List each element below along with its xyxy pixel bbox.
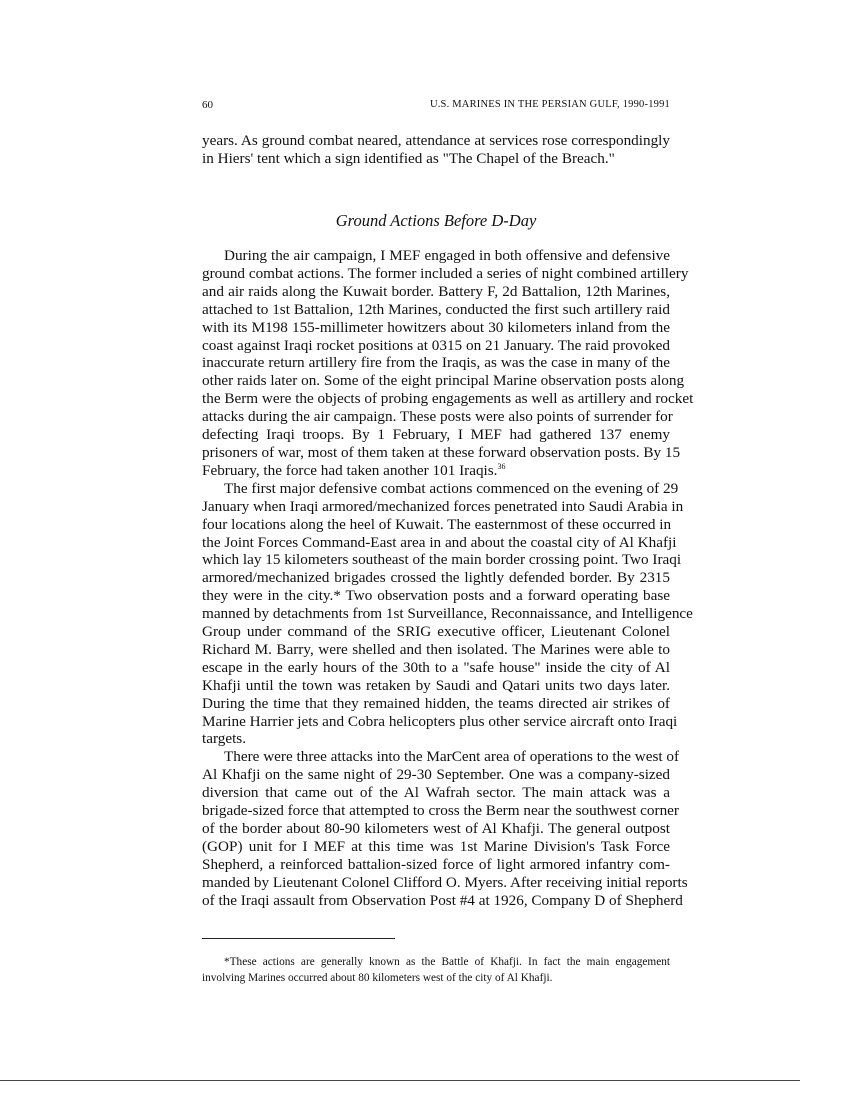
body-text	[202, 247, 694, 910]
section-heading: Ground Actions Before D-Day	[335, 211, 537, 230]
footnote-line: *These actions are generally known as the Battle of Khafji. In fact the main engagement	[224, 956, 670, 968]
text-line: There were three attacks into the MarCent area of operations to the west of	[224, 748, 680, 766]
text-line: of the Iraqi assault from Observation Post #4 at 1926, Company D of Shepherd	[202, 891, 683, 909]
text-line: ground combat actions. The former included a series of night combined artillery	[202, 264, 689, 282]
text-line: other raids later on. Some of the eight principal Marine observation posts along	[202, 372, 685, 390]
running-header	[202, 99, 670, 111]
text-line: During the air campaign, I MEF engaged in both offensive and defensive	[224, 247, 670, 264]
text-line: January when Iraqi armored/mechanized forces penetrated into Saudi Arabia in	[202, 497, 684, 515]
text-line: inaccurate return artillery fire from the Iraqis, as was the case in many of the	[202, 354, 670, 372]
footnote	[202, 954, 670, 986]
text-line: with its M198 155-millimeter howitzers about 30 kilometers inland from the	[202, 318, 670, 336]
text-line: of the border about 80-90 kilometers west of Al Khafji. The general outpost	[202, 820, 670, 837]
text-line: manned by detachments from 1st Surveillance, Reconnaissance, and Intelligence	[202, 605, 693, 623]
text-line: diversion that came out of the Al Wafrah sector. The main attack was a	[202, 784, 670, 802]
text-line: they were in the city.* Two observation posts and a forward operating base	[202, 587, 670, 605]
text-line: Marine Harrier jets and Cobra helicopters plus other service aircraft onto Iraqi	[202, 712, 678, 730]
text-line: defecting Iraqi troops. By 1 February, I MEF had gathered 137 enemy	[202, 426, 670, 444]
intro-paragraph	[202, 132, 670, 168]
text-line: Shepherd, a reinforced battalion-sized force of light armored infantry com-	[202, 855, 670, 873]
text-line: armored/mechanized brigades crossed the lightly defended border. By 2315	[202, 569, 670, 587]
text-line: escape in the early hours of the 30th to a "safe house" inside the city of Al	[202, 658, 670, 676]
page-edge-line	[0, 1080, 800, 1081]
text-line: four locations along the heel of Kuwait. The easternmost of these occurred in	[202, 515, 672, 533]
text-line: Group under command of the SRIG executive officer, Lieutenant Colonel	[202, 623, 670, 641]
text-line: the Berm were the objects of probing engagements as well as artillery and rocket	[202, 390, 694, 408]
text-line: which lay 15 kilometers southeast of the main border crossing point. Two Iraqi	[202, 551, 682, 569]
text-line: The first major defensive combat actions commenced on the evening of 29	[224, 479, 679, 497]
text-line: attacks during the air campaign. These posts were also points of surrender for	[202, 408, 673, 426]
text-line: attached to 1st Battalion, 12th Marines, conducted the first such artillery raid	[202, 300, 670, 318]
text-line: Richard M. Barry, were shelled and then isolated. The Marines were able to	[202, 640, 670, 658]
text-line: years. As ground combat neared, attendance at services rose correspondingly	[202, 132, 670, 149]
footnote-divider	[202, 938, 395, 939]
text-line: and air raids along the Kuwait border. Battery F, 2d Battalion, 12th Marines,	[202, 282, 670, 300]
paragraph	[202, 247, 694, 480]
footnote-line: involving Marines occurred about 80 kilometers west of the city of Al Khafji.	[202, 972, 553, 984]
text-line: Khafji until the town was retaken by Saudi and Qatari units two days later.	[202, 676, 670, 694]
text-line: manded by Lieutenant Colonel Clifford O. Myers. After receiving initial reports	[202, 873, 688, 891]
running-title: U.S. MARINES IN THE PERSIAN GULF, 1990-1991	[429, 99, 670, 110]
text-line: prisoners of war, most of them taken at these forward observation posts. By 15	[202, 443, 681, 461]
text-line: brigade-sized force that attempted to cross the Berm near the southwest corner	[202, 802, 679, 820]
paragraph	[202, 748, 688, 909]
text-line: the Joint Forces Command-East area in and about the coastal city of Al Khafji	[202, 533, 677, 551]
text-line: targets.	[202, 730, 247, 748]
text-line: During the time that they remained hidden, the teams directed air strikes of	[202, 694, 670, 712]
text-line: coast against Iraqi rocket positions at 0315 on 21 January. The raid provoked	[202, 336, 670, 354]
text-line: (GOP) unit for I MEF at this time was 1st Marine Division's Task Force	[202, 837, 670, 855]
text-line: in Hiers' tent which a sign identified as "The Chapel of the Breach."	[202, 149, 615, 167]
paragraph	[202, 479, 693, 749]
endnote-marker: 36	[497, 461, 506, 471]
text-line: February, the force had taken another 101 Iraqis.$^{36}$	[202, 461, 506, 479]
text-line: Al Khafji on the same night of 29-30 September. One was a company-sized	[202, 766, 670, 784]
page-number: 60	[202, 99, 213, 111]
